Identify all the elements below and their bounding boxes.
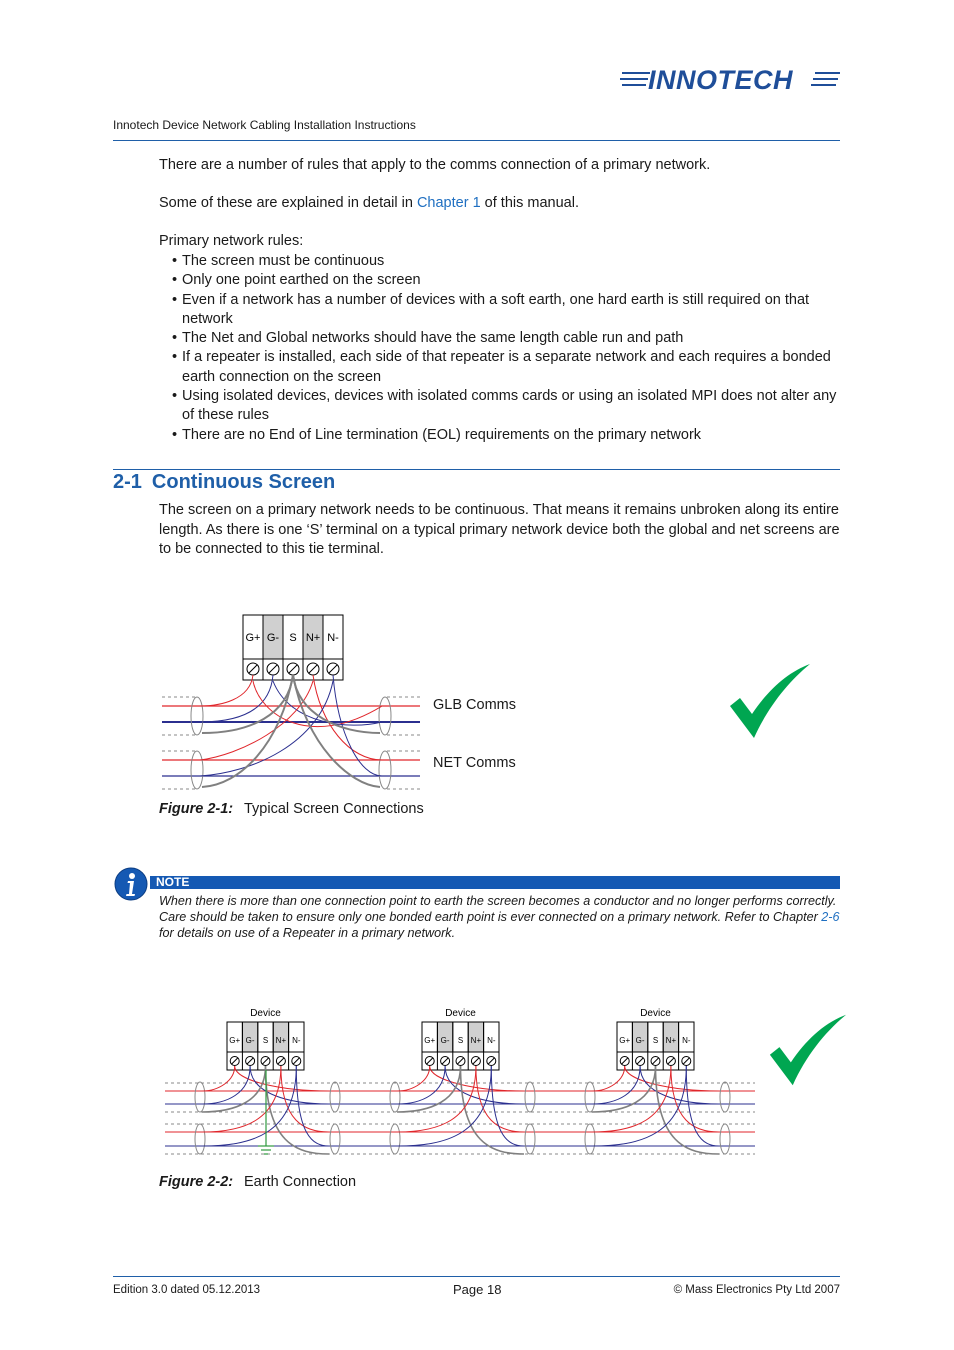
footer-divider — [113, 1276, 840, 1277]
glb-comms-label: GLB Comms — [433, 697, 516, 713]
terminal-label: S — [457, 1036, 464, 1045]
device-block — [422, 1008, 499, 1070]
terminal-label: N+ — [305, 632, 321, 644]
note-text — [159, 893, 841, 941]
chapter-2-6-link[interactable]: 2-6 — [821, 910, 840, 924]
terminal-label: N+ — [665, 1036, 677, 1045]
terminal-block — [243, 615, 343, 680]
device-label: Device — [250, 1008, 281, 1019]
terminal-label: N- — [682, 1036, 691, 1045]
logo-text: INNOTECH — [648, 65, 793, 94]
note-label: NOTE — [156, 875, 190, 889]
terminal-label: N+ — [470, 1036, 482, 1045]
checkmark-icon — [768, 1012, 848, 1088]
header-divider — [113, 140, 840, 141]
document-title: Innotech Device Network Cabling Installation Instructions — [113, 118, 416, 132]
note-bar — [150, 876, 840, 889]
figure-label: Figure 2-1: — [159, 801, 234, 817]
chapter-ref-after: of this manual. — [480, 195, 579, 211]
section-title: Continuous Screen — [151, 471, 336, 493]
terminal-label: N- — [292, 1036, 301, 1045]
cable-lines — [162, 675, 420, 789]
device-block — [617, 1008, 694, 1070]
device-block — [227, 1008, 304, 1070]
primary-network-rules-list — [172, 252, 840, 445]
device-label: Device — [445, 1008, 476, 1019]
list-item: • The screen must be continuous — [172, 252, 840, 271]
copyright-text: © Mass Electronics Pty Ltd 2007 — [673, 1284, 840, 1296]
list-item: • Even if a network has a number of devices with a soft earth, one hard earth is still required on that network — [172, 291, 840, 330]
list-item: • If a repeater is installed, each side of that repeater is a separate network and each requires a bonded earth connection on the screen — [172, 348, 840, 387]
chapter-reference-paragraph — [159, 194, 841, 214]
list-item: • There are no End of Line termination (EOL) requirements on the primary network — [172, 426, 840, 445]
terminal-label: G+ — [424, 1036, 436, 1045]
device-label: Device — [640, 1008, 671, 1019]
terminal-label: G- — [635, 1036, 645, 1045]
chapter-1-link[interactable]: Chapter 1 — [416, 195, 481, 211]
list-item: • Using isolated devices, devices with isolated comms cards or using an isolated MPI does not alter any of these rules — [172, 387, 840, 426]
checkmark-icon — [728, 662, 812, 740]
figure-2-1-caption — [159, 801, 424, 817]
terminal-label: N- — [487, 1036, 496, 1045]
list-item: • Only one point earthed on the screen — [172, 271, 840, 290]
terminal-label: S — [262, 1036, 269, 1045]
terminal-label: N+ — [275, 1036, 287, 1045]
note-text-after: for details on use of a Repeater in a primary network. — [159, 926, 456, 940]
terminal-label: S — [289, 632, 297, 644]
innotech-logo — [620, 64, 842, 94]
list-item: • The Net and Global networks should have the same length cable run and path — [172, 329, 840, 348]
section-heading — [113, 471, 335, 494]
info-icon — [114, 867, 148, 901]
figure-label: Figure 2-2: — [159, 1174, 234, 1190]
intro-paragraph: There are a number of rules that apply to the comms connection of a primary network. — [159, 157, 711, 173]
terminal-label: G+ — [619, 1036, 631, 1045]
device-blocks — [227, 1008, 694, 1070]
figure-title: Earth Connection — [244, 1174, 357, 1190]
figure-2-2-caption — [159, 1174, 356, 1190]
terminal-label: G- — [440, 1036, 450, 1045]
section-divider — [113, 469, 840, 470]
edition-text: Edition 3.0 dated 05.12.2013 — [113, 1284, 261, 1296]
page-number: Page 18 — [453, 1282, 502, 1297]
terminal-label: N- — [327, 632, 339, 644]
terminal-label: G- — [245, 1036, 255, 1045]
terminal-label: S — [652, 1036, 659, 1045]
section-body: The screen on a primary network needs to be continuous. That means it remains unbroken along its entire length. As there is one ‘S’ terminal on a typical primary network device both the global and net screens are to be connected to this tie terminal. — [159, 502, 840, 557]
figure-2-1-diagram — [150, 605, 430, 795]
net-comms-label: NET Comms — [433, 755, 516, 771]
terminal-label: G+ — [229, 1036, 241, 1045]
terminal-label: G- — [266, 632, 280, 644]
section-number: 2-1 — [113, 471, 142, 493]
figure-title: Typical Screen Connections — [244, 801, 424, 817]
chapter-ref-before: Some of these are explained in detail in — [159, 195, 417, 211]
note-text-before: When there is more than one connection point to earth the screen becomes a conductor and no longer performs correctly. Care should be taken to ensure only one bonded earth point is ever connected on a primary network. Refer to Chapter — [159, 894, 837, 924]
figure-2-2-diagram — [160, 1004, 760, 1164]
rules-heading: Primary network rules: — [159, 233, 304, 249]
terminal-label: G+ — [245, 632, 261, 644]
cable-lines — [165, 1066, 755, 1154]
